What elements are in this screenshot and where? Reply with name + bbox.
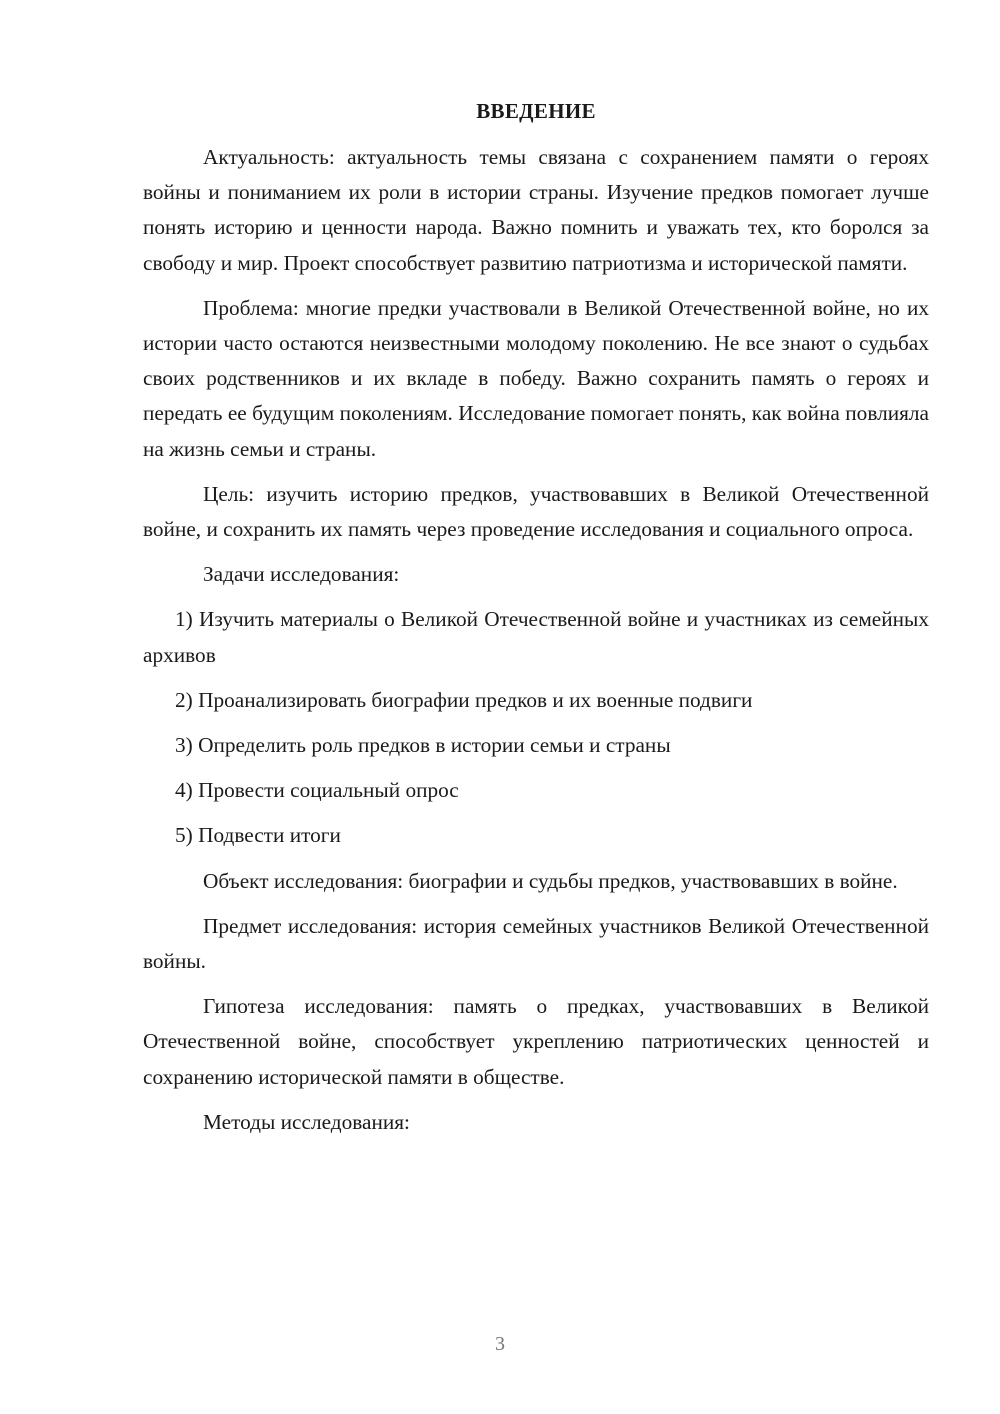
problem-paragraph: Проблема: многие предки участвовали в Великой Отечественной войне, но их истории часто остаются неизвестными молодому поколению. Не все знают о судьбах своих родственников и их вкладе в победу. Важно сохранить память о героях и передать ее будущим поколениям. Исследование помогает понять, как война повлияла на жизнь семьи и страны.	[143, 295, 929, 461]
methods-title: Методы исследования:	[203, 1109, 410, 1134]
hypothesis-paragraph: Гипотеза исследования: память о предках, участвовавших в Великой Отечественной войне, способствует укреплению патриотических ценностей и сохранению исторической памяти в обществе.	[143, 994, 929, 1089]
task-item-1: 1) Изучить материалы о Великой Отечественной войне и участниках из семейных архивов	[143, 607, 929, 667]
subject-paragraph: Предмет исследования: история семейных участников Великой Отечественной войны.	[143, 913, 929, 974]
document-page	[143, 94, 929, 1150]
goal-paragraph: Цель: изучить историю предков, участвовавших в Великой Отечественной войне, и сохранить их память через проведение исследования и социального опроса.	[143, 481, 929, 542]
tasks-title: Задачи исследования:	[203, 562, 400, 587]
page-number: 3	[495, 1333, 505, 1355]
object-paragraph: Объект исследования: биографии и судьбы предков, участвовавших в войне.	[203, 868, 898, 893]
task-item-2: 2) Проанализировать биографии предков и их военные подвиги	[175, 687, 753, 712]
task-item-5: 5) Подвести итоги	[175, 823, 341, 848]
task-item-3: 3) Определить роль предков в истории семьи и страны	[175, 733, 671, 758]
task-item-4: 4) Провести социальный опрос	[175, 778, 459, 803]
section-heading: ВВЕДЕНИЕ	[476, 99, 596, 123]
relevance-paragraph: Актуальность: актуальность темы связана с сохранением памяти о героях войны и пониманием их роли в истории страны. Изучение предков помогает лучше понять историю и ценности народа. Важно помнить и уважать тех, кто боролся за свободу и мир. Проект способствует развитию патриотизма и исторической памяти.	[143, 145, 929, 275]
